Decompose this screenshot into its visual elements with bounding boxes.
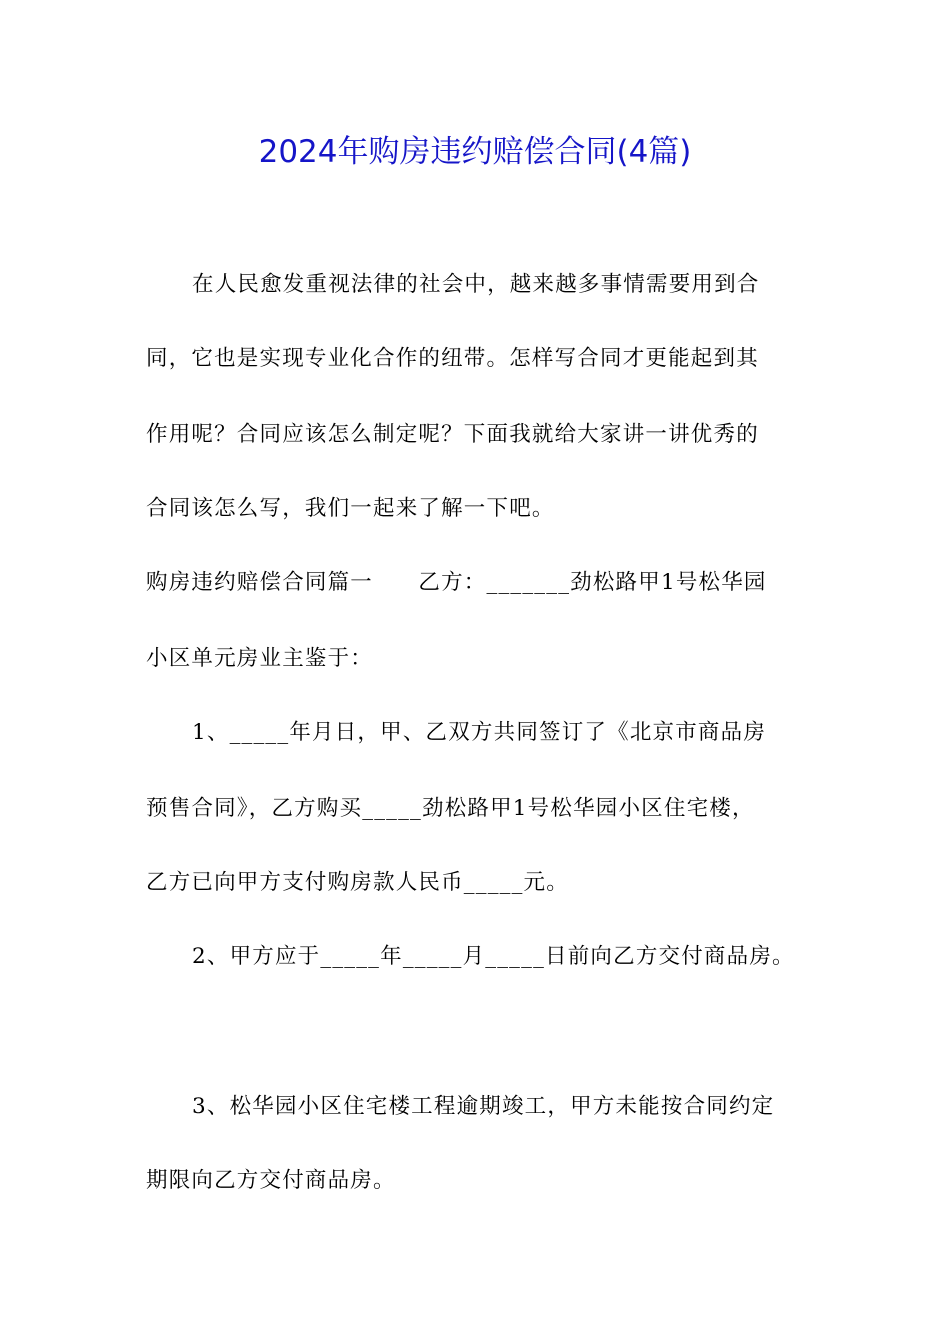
body-line: 购房违约赔偿合同篇一 乙方：_______劲松路甲1号松华园 — [146, 570, 767, 595]
document-title: 2024年购房违约赔偿合同(4篇) — [258, 134, 692, 170]
body-line: 期限向乙方交付商品房。 — [146, 1168, 396, 1193]
body-line: 预售合同》，乙方购买_____劲松路甲1号松华园小区住宅楼， — [146, 796, 755, 821]
body-line: 乙方已向甲方支付购房款人民币_____元。 — [146, 870, 569, 895]
body-line: 作用呢？合同应该怎么制定呢？下面我就给大家讲一讲优秀的 — [146, 422, 759, 447]
body-line: 同，它也是实现专业化合作的纽带。怎样写合同才更能起到其 — [146, 346, 759, 371]
body-line: 1、_____年月日，甲、乙双方共同签订了《北京市商品房 — [192, 720, 767, 745]
body-line: 在人民愈发重视法律的社会中，越来越多事情需要用到合 — [192, 272, 760, 297]
body-line: 合同该怎么写，我们一起来了解一下吧。 — [146, 496, 555, 521]
body-line: 小区单元房业主鉴于： — [146, 646, 374, 671]
body-line: 2、甲方应于_____年_____月_____日前向乙方交付商品房。 — [192, 944, 795, 969]
body-line: 3、松华园小区住宅楼工程逾期竣工，甲方未能按合同约定 — [192, 1094, 775, 1119]
